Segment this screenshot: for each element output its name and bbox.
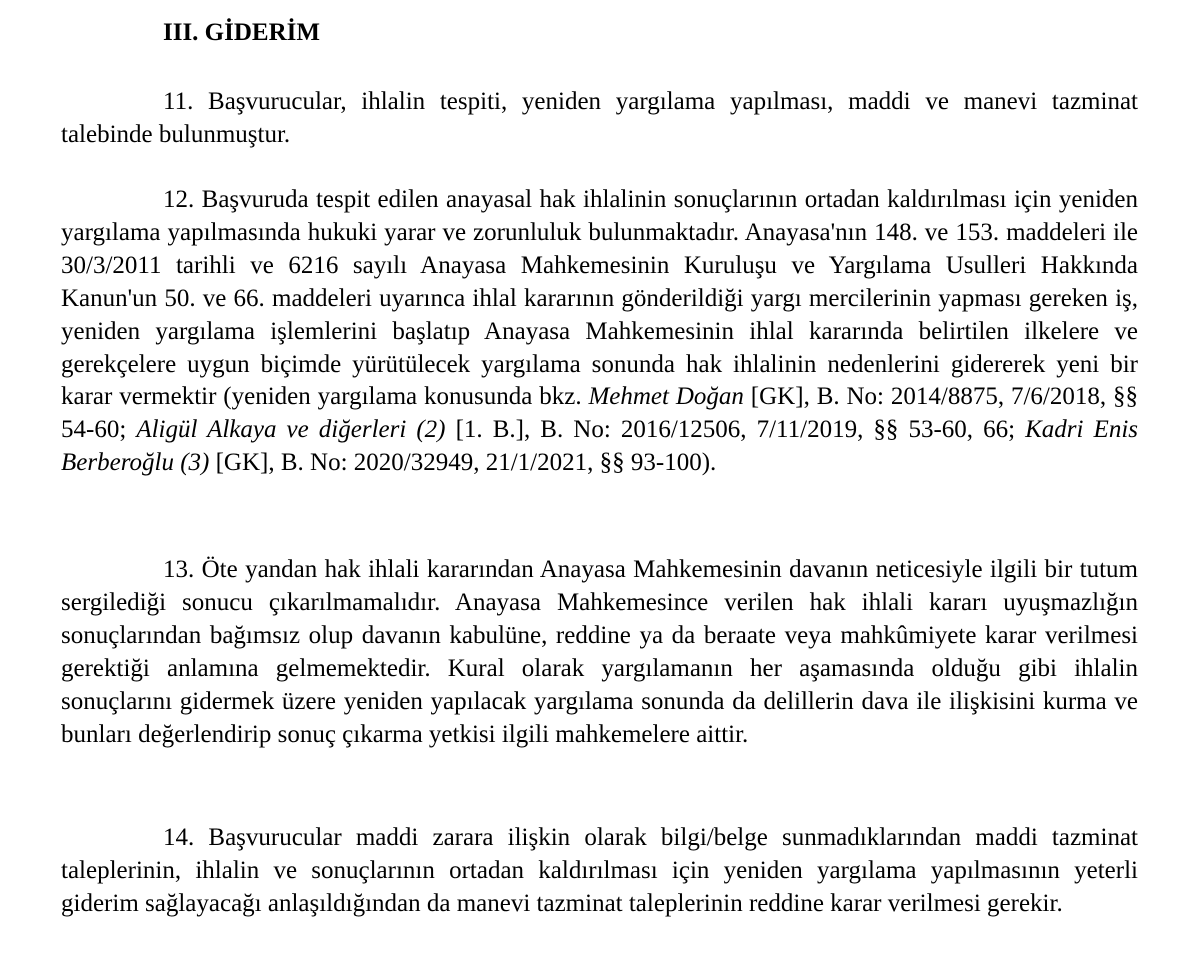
paragraph-11: 11. Başvurucular, ihlalin tespiti, yeniden yargılama yapılması, maddi ve manevi tazminat talebinde bulunmuştur. <box>61 88 1138 148</box>
paragraph-13: 13. Öte yandan hak ihlali kararından Anayasa Mahkemesinin davanın neticesiyle ilgili bir tutum sergilediği sonucu çıkarılmamalıdır. Anayasa Mahkemesince verilen hak ihlali kararı uyuşmazlığın sonuçlarından bağımsız olup davanın kabulüne, reddine ya da beraate veya mahkûmiyete karar verilmesi gerektiği anlamına gelmemektedir. Kural olarak yargılamanın her aşamasında olduğu gibi ihlalin sonuçlarını gidermek üzere yeniden yapılacak yargılama sonunda da delillerin dava ile ilişkisini kurma ve bunları değerlendirip sonuç çıkarma yetkisi ilgili mahkemelere aittir. <box>61 556 1138 748</box>
paragraph-12 <box>61 184 1138 480</box>
paragraph-12-text-1: 12. Başvuruda tespit edilen anayasal hak ihlalinin sonuçlarının ortadan kaldırılması için yeniden yargılama yapılmasında hukuki yarar ve zorunluluk bulunmaktadır. Anayasa'nın 148. ve 153. maddeleri ile 30/3/2011 tarihli ve 6216 sayılı Anayasa Mahkemesinin Kuruluşu ve Yargılama Usulleri Hakkında Kanun'un 50. ve 66. maddeleri uyarınca ihlal kararının gönderildiği yargı mercilerinin yapması gereken iş, yeniden yargılama işlemlerini başlatıp Anayasa Mahkemesinin ihlal kararında belirtilen ilkelere ve gerekçelere uygun biçimde yürütülecek yargılama sonunda hak ihlalinin nedenlerini gidererek yeni bir karar vermektir (yeniden yargılama konusunda bkz. <box>61 186 1138 411</box>
case-name-aligul-alkaya: Aligül Alkaya ve diğerleri (2) <box>136 416 446 444</box>
case-name-mehmet-dogan: Mehmet Doğan <box>588 383 744 411</box>
paragraph-14: 14. Başvurucular maddi zarara ilişkin olarak bilgi/belge sunmadıklarından maddi tazminat taleplerinin, ihlalin ve sonuçlarının ortadan kaldırılması için yeniden yargılama yapılmasının yeterli giderim sağlayacağı anlaşıldığından da manevi tazminat taleplerinin reddine karar verilmesi gerekir. <box>61 824 1138 917</box>
paragraph-12-text-3: [1. B.], B. No: 2016/12506, 7/11/2019, §§ 53-60, 66; <box>445 416 1026 444</box>
paragraph-12-text-4: [GK], B. No: 2020/32949, 21/1/2021, §§ 93-100). <box>209 449 717 477</box>
case-name-kadri-enis-berberoglu: Kadri Enis Berberoğlu (3) <box>61 416 1138 477</box>
paragraph-12-text-2: [GK], B. No: 2014/8875, 7/6/2018, §§ 54-60; <box>61 383 1138 444</box>
section-heading: III. GİDERİM <box>163 19 320 46</box>
